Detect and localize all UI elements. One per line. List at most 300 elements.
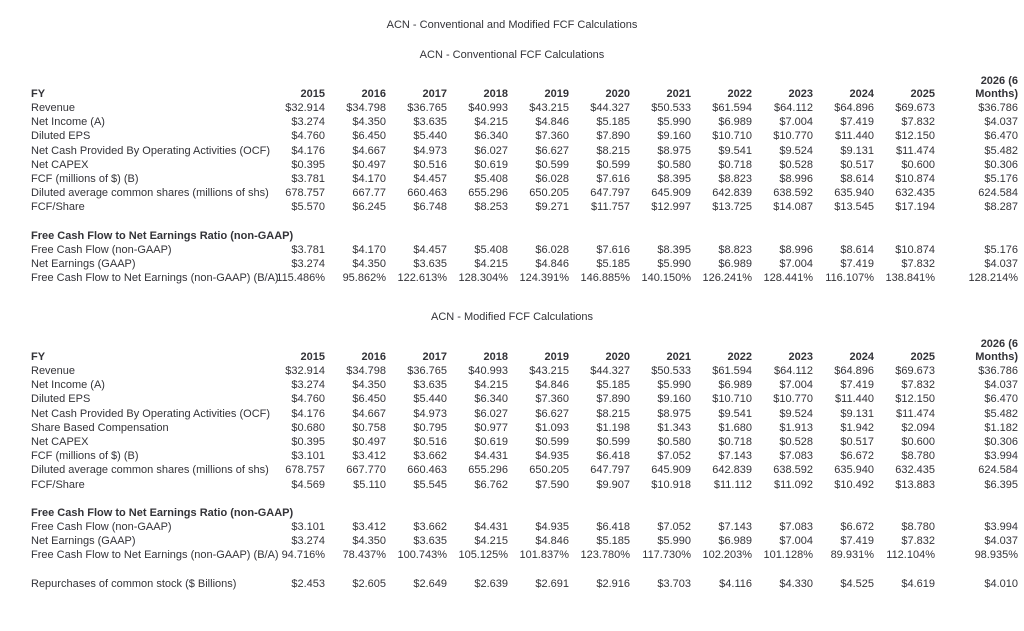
row-label xyxy=(31,492,264,506)
cell-value: $3.101 xyxy=(291,450,325,463)
column-header-year: 2018 xyxy=(483,88,508,100)
cell-value: $1.680 xyxy=(718,421,752,434)
row-label: Net CAPEX xyxy=(31,158,89,171)
spacer-row xyxy=(31,563,1018,577)
cell-value: $6.027 xyxy=(474,407,508,420)
table-row xyxy=(31,392,1018,406)
cell-value: 642.839 xyxy=(712,464,752,477)
cell-value: $1.343 xyxy=(657,421,691,434)
column-header-year: 2024 xyxy=(849,351,874,363)
row-label xyxy=(31,563,264,577)
column-header-year: 2020 xyxy=(605,88,630,100)
cell-value: 117.730% xyxy=(642,549,691,562)
cell-value: $4.350 xyxy=(352,116,386,129)
cell-value: $3.635 xyxy=(413,535,447,548)
cell-value: $7.832 xyxy=(901,116,935,129)
cell-value: $13.545 xyxy=(834,201,874,214)
cell-value: $6.762 xyxy=(474,478,508,491)
cell-value: $0.306 xyxy=(984,158,1018,171)
cell-value: $10.874 xyxy=(895,172,935,185)
cell-value: $6.627 xyxy=(535,407,569,420)
cell-value: $6.470 xyxy=(984,393,1018,406)
cell-value: $3.274 xyxy=(291,379,325,392)
column-header-year: 2025 xyxy=(910,88,935,100)
cell-value: $4.431 xyxy=(474,521,508,534)
cell-value: $6.418 xyxy=(596,521,630,534)
cell-value: $8.823 xyxy=(718,172,752,185)
row-label: FCF (millions of $) (B) xyxy=(31,450,139,463)
cell-value: $10.492 xyxy=(834,478,874,491)
cell-value: $7.360 xyxy=(535,130,569,143)
cell-value: 667.77 xyxy=(352,187,386,200)
cell-value: $3.635 xyxy=(413,116,447,129)
cell-value: $7.616 xyxy=(596,243,630,256)
column-header-year: 2015 xyxy=(300,351,325,363)
row-label: Free Cash Flow (non-GAAP) xyxy=(31,243,172,256)
table-row xyxy=(31,101,1018,115)
cell-value: 645.909 xyxy=(651,464,691,477)
cell-value: 140.150% xyxy=(641,272,691,285)
row-label: Share Based Compensation xyxy=(31,421,169,434)
cell-value: $8.395 xyxy=(657,172,691,185)
cell-value: 126.241% xyxy=(702,272,752,285)
cell-value: 647.797 xyxy=(590,187,630,200)
column-header-year: 2019 xyxy=(544,351,569,363)
cell-value: $40.993 xyxy=(468,365,508,377)
row-label: Revenue xyxy=(31,102,76,114)
cell-value: $0.306 xyxy=(984,435,1018,448)
cell-value: $5.185 xyxy=(596,116,630,129)
row-label: Repurchases of common stock ($ Billions) xyxy=(31,577,237,590)
cell-value: $5.990 xyxy=(657,379,691,392)
cell-value: $7.004 xyxy=(779,116,813,129)
cell-value: $3.703 xyxy=(657,577,691,590)
cell-value: $11.092 xyxy=(774,478,813,491)
cell-value: 632.435 xyxy=(895,464,935,477)
row-label: Net Income (A) xyxy=(31,379,105,392)
cell-value: 78.437% xyxy=(342,549,386,562)
cell-value: $8.395 xyxy=(657,243,691,256)
table-header-row xyxy=(31,75,1018,101)
cell-value: $2.691 xyxy=(535,577,569,590)
cell-value: $4.037 xyxy=(984,535,1018,548)
cell-value: $10.770 xyxy=(773,130,813,143)
cell-value: 123.780% xyxy=(580,549,630,562)
cell-value: $8.253 xyxy=(474,201,508,214)
cell-value: $4.569 xyxy=(291,478,325,491)
cell-value: 678.757 xyxy=(285,464,325,477)
column-header-fy: FY xyxy=(31,351,46,363)
cell-value: $7.143 xyxy=(718,521,752,534)
cell-value: $64.112 xyxy=(774,102,813,114)
cell-value: $8.996 xyxy=(779,172,813,185)
cell-value: $7.419 xyxy=(840,379,874,392)
cell-value: $13.883 xyxy=(895,478,935,491)
cell-value: 655.296 xyxy=(468,187,508,200)
cell-value: $5.408 xyxy=(474,243,508,256)
modified-fcf-table xyxy=(31,338,1018,591)
cell-value: $5.990 xyxy=(657,535,691,548)
cell-value: $0.680 xyxy=(291,421,325,434)
cell-value: $69.673 xyxy=(895,102,935,114)
cell-value: $3.662 xyxy=(413,450,447,463)
cell-value: 660.463 xyxy=(407,187,447,200)
cell-value: $8.215 xyxy=(596,144,630,157)
cell-value: 89.931% xyxy=(830,549,874,562)
cell-value: $1.093 xyxy=(535,421,569,434)
cell-value: 128.214% xyxy=(968,272,1018,285)
cell-value: $61.594 xyxy=(712,365,752,377)
cell-value: $4.846 xyxy=(535,379,569,392)
cell-value: $6.989 xyxy=(718,535,752,548)
cell-value: $4.350 xyxy=(352,258,386,271)
table-row xyxy=(31,144,1018,158)
cell-value: $34.798 xyxy=(346,365,386,377)
cell-value: $4.350 xyxy=(352,535,386,548)
cell-value: $2.639 xyxy=(474,577,508,590)
cell-value: $5.185 xyxy=(596,379,630,392)
column-header-year: 2022 xyxy=(727,351,752,363)
cell-value: $4.935 xyxy=(535,521,569,534)
column-header-year: 2025 xyxy=(910,351,935,363)
cell-value: $5.990 xyxy=(657,116,691,129)
cell-value: $5.570 xyxy=(291,201,325,214)
cell-value: $6.027 xyxy=(474,144,508,157)
cell-value: 635.940 xyxy=(834,187,874,200)
row-label: Net Earnings (GAAP) xyxy=(31,535,136,548)
cell-value: $4.667 xyxy=(352,144,386,157)
row-label: Free Cash Flow to Net Earnings Ratio (non-GAAP) xyxy=(31,506,294,519)
cell-value: 632.435 xyxy=(895,187,935,200)
cell-value: $4.973 xyxy=(413,407,447,420)
cell-value: $9.131 xyxy=(840,144,874,157)
cell-value: 101.837% xyxy=(519,549,569,562)
cell-value: $11.757 xyxy=(591,201,630,214)
cell-value: $5.110 xyxy=(353,478,386,491)
cell-value: 122.613% xyxy=(397,272,447,285)
cell-value: 146.885% xyxy=(580,272,630,285)
section-header-row xyxy=(31,229,1018,243)
row-label: Revenue xyxy=(31,365,76,377)
column-header-year xyxy=(935,75,1018,101)
cell-value: 650.205 xyxy=(529,464,569,477)
cell-value: $0.599 xyxy=(535,435,569,448)
cell-value: $6.989 xyxy=(718,116,752,129)
cell-value: $8.215 xyxy=(596,407,630,420)
cell-value: $7.004 xyxy=(779,535,813,548)
cell-value: $3.274 xyxy=(291,116,325,129)
cell-value: $7.832 xyxy=(901,379,935,392)
cell-value: $4.010 xyxy=(984,577,1018,590)
page-title: ACN - Conventional and Modified FCF Calculations xyxy=(386,19,638,31)
cell-value: $11.474 xyxy=(896,407,935,420)
cell-value: 128.441% xyxy=(763,272,813,285)
row-label: Free Cash Flow to Net Earnings Ratio (non-GAAP) xyxy=(31,229,294,242)
table-row xyxy=(31,407,1018,421)
column-header-year: 2017 xyxy=(422,88,447,100)
cell-value: 112.104% xyxy=(886,549,935,562)
row-label: Free Cash Flow (non-GAAP) xyxy=(31,521,172,534)
cell-value: $3.101 xyxy=(291,521,325,534)
cell-value: $0.497 xyxy=(352,435,386,448)
row-label: Diluted average common shares (millions of shs) xyxy=(31,464,269,477)
cell-value: $9.541 xyxy=(718,144,752,157)
cell-value: $3.781 xyxy=(291,172,325,185)
cell-value: 624.584 xyxy=(978,187,1018,200)
table-row xyxy=(31,577,1018,591)
cell-value: $0.758 xyxy=(352,421,386,434)
cell-value: $0.600 xyxy=(901,158,935,171)
cell-value: $44.327 xyxy=(590,102,630,114)
cell-value: 94.716% xyxy=(281,549,325,562)
cell-value: $9.524 xyxy=(779,144,813,157)
cell-value: $4.350 xyxy=(352,379,386,392)
cell-value: $36.765 xyxy=(407,365,447,377)
row-label: Net Earnings (GAAP) xyxy=(31,258,136,271)
row-label: FCF (millions of $) (B) xyxy=(31,172,139,185)
cell-value: $5.408 xyxy=(474,172,508,185)
column-header-year: 2021 xyxy=(666,351,691,363)
row-label: Net Cash Provided By Operating Activities (OCF) xyxy=(31,407,271,420)
cell-value: $9.271 xyxy=(535,201,569,214)
cell-value: 638.592 xyxy=(773,187,813,200)
column-header-year: 2021 xyxy=(666,88,691,100)
column-header-year: 2023 xyxy=(788,351,813,363)
cell-value: 105.125% xyxy=(458,549,508,562)
cell-value: $17.194 xyxy=(895,201,935,214)
cell-value: $8.614 xyxy=(840,172,874,185)
cell-value: 678.757 xyxy=(285,187,325,200)
cell-value: $4.037 xyxy=(984,116,1018,129)
cell-value: 115.486% xyxy=(276,272,325,285)
cell-value: $36.786 xyxy=(978,102,1018,114)
column-header-year: 2020 xyxy=(605,351,630,363)
cell-value: $10.874 xyxy=(895,243,935,256)
cell-value: $6.340 xyxy=(474,130,508,143)
cell-value: $9.131 xyxy=(840,407,874,420)
cell-value: $7.083 xyxy=(779,521,813,534)
cell-value: $0.977 xyxy=(474,421,508,434)
cell-value: 638.592 xyxy=(773,464,813,477)
column-header-year: 2017 xyxy=(422,351,447,363)
cell-value: $64.896 xyxy=(834,102,874,114)
cell-value: $0.395 xyxy=(291,158,325,171)
cell-value: $8.287 xyxy=(984,201,1018,214)
cell-value: $9.160 xyxy=(657,393,691,406)
cell-value: 635.940 xyxy=(834,464,874,477)
cell-value: $8.780 xyxy=(901,450,935,463)
cell-value: $4.037 xyxy=(984,258,1018,271)
cell-value: $13.725 xyxy=(712,201,752,214)
table-row xyxy=(31,172,1018,186)
cell-value: $7.083 xyxy=(779,450,813,463)
row-label xyxy=(31,215,264,229)
cell-value: $0.528 xyxy=(779,158,813,171)
cell-value: 102.203% xyxy=(702,549,752,562)
cell-value: $5.440 xyxy=(413,130,447,143)
table-row xyxy=(31,378,1018,392)
table-header-row xyxy=(31,338,1018,364)
cell-value: $4.846 xyxy=(535,258,569,271)
cell-value: $11.474 xyxy=(896,144,935,157)
cell-value: $4.667 xyxy=(352,407,386,420)
table-row xyxy=(31,257,1018,271)
cell-value: 647.797 xyxy=(590,464,630,477)
cell-value: $7.890 xyxy=(596,130,630,143)
cell-value: $6.672 xyxy=(840,450,874,463)
cell-value: $5.545 xyxy=(413,478,447,491)
cell-value: $0.599 xyxy=(596,435,630,448)
cell-value: $4.215 xyxy=(474,535,508,548)
column-header-fy: FY xyxy=(31,88,46,100)
cell-value: $1.913 xyxy=(779,421,813,434)
row-label: Net Income (A) xyxy=(31,116,105,129)
cell-value: $34.798 xyxy=(346,102,386,114)
cell-value: $7.616 xyxy=(596,172,630,185)
cell-value: 660.463 xyxy=(407,464,447,477)
cell-value: $0.497 xyxy=(352,158,386,171)
cell-value: $40.993 xyxy=(468,102,508,114)
table-row xyxy=(31,243,1018,257)
cell-value: $2.649 xyxy=(413,577,447,590)
cell-value: $4.619 xyxy=(901,577,935,590)
cell-value: $3.635 xyxy=(413,379,447,392)
cell-value: 645.909 xyxy=(651,187,691,200)
column-header-year: 2015 xyxy=(300,88,325,100)
cell-value: $0.600 xyxy=(901,435,935,448)
cell-value: $7.832 xyxy=(901,258,935,271)
cell-value: $64.896 xyxy=(834,365,874,377)
cell-value: $5.185 xyxy=(596,535,630,548)
table-row xyxy=(31,520,1018,534)
cell-value: $5.176 xyxy=(984,243,1018,256)
cell-value: $4.176 xyxy=(291,144,325,157)
cell-value: 642.839 xyxy=(712,187,752,200)
cell-value: $4.330 xyxy=(779,577,813,590)
cell-value: $44.327 xyxy=(590,365,630,377)
cell-value: $0.580 xyxy=(657,158,691,171)
cell-value: $5.482 xyxy=(984,144,1018,157)
table-row xyxy=(31,115,1018,129)
table-row xyxy=(31,200,1018,214)
cell-value: $4.935 xyxy=(535,450,569,463)
cell-value: 100.743% xyxy=(397,549,447,562)
cell-value: $6.450 xyxy=(352,393,386,406)
cell-value: $3.662 xyxy=(413,521,447,534)
cell-value: $2.094 xyxy=(901,421,935,434)
cell-value: $43.215 xyxy=(529,102,569,114)
cell-value: $0.718 xyxy=(718,435,752,448)
table-row xyxy=(31,548,1018,562)
cell-value: $4.170 xyxy=(352,172,386,185)
cell-value: $7.890 xyxy=(596,393,630,406)
cell-value: $7.143 xyxy=(718,450,752,463)
cell-value: $61.594 xyxy=(712,102,752,114)
cell-value: $4.170 xyxy=(352,243,386,256)
cell-value: $4.431 xyxy=(474,450,508,463)
cell-value: $7.419 xyxy=(840,535,874,548)
cell-value: 624.584 xyxy=(978,464,1018,477)
column-header-year: 2016 xyxy=(361,88,386,100)
cell-value: $1.942 xyxy=(840,421,874,434)
cell-value: $7.052 xyxy=(657,521,691,534)
cell-value: $11.440 xyxy=(835,393,874,406)
cell-value: $2.453 xyxy=(291,577,325,590)
cell-value: $6.672 xyxy=(840,521,874,534)
cell-value: 95.862% xyxy=(342,272,386,285)
cell-value: $12.150 xyxy=(895,393,935,406)
cell-value: $0.599 xyxy=(535,158,569,171)
cell-value: 116.107% xyxy=(825,272,874,285)
cell-value: $8.780 xyxy=(901,521,935,534)
cell-value: $69.673 xyxy=(895,365,935,377)
cell-value: $3.274 xyxy=(291,258,325,271)
cell-value: $0.517 xyxy=(840,435,874,448)
cell-value: $12.150 xyxy=(895,130,935,143)
cell-value: $4.760 xyxy=(291,130,325,143)
cell-value: $4.176 xyxy=(291,407,325,420)
cell-value: $8.975 xyxy=(657,144,691,157)
cell-value: $0.619 xyxy=(474,158,508,171)
table-row xyxy=(31,534,1018,548)
cell-value: $10.710 xyxy=(712,130,752,143)
column-header-year: 2016 xyxy=(361,351,386,363)
cell-value: $6.989 xyxy=(718,258,752,271)
cell-value: $3.994 xyxy=(984,521,1018,534)
cell-value: $14.087 xyxy=(773,201,813,214)
cell-value: $7.419 xyxy=(840,116,874,129)
cell-value: $36.786 xyxy=(978,365,1018,377)
cell-value: $3.994 xyxy=(984,450,1018,463)
cell-value: $0.517 xyxy=(840,158,874,171)
cell-value: $5.176 xyxy=(984,172,1018,185)
cell-value: $0.619 xyxy=(474,435,508,448)
cell-value: $4.846 xyxy=(535,116,569,129)
row-label: Free Cash Flow to Net Earnings (non-GAAP) (B/A) xyxy=(31,549,279,562)
cell-value: $5.185 xyxy=(596,258,630,271)
cell-value: $3.781 xyxy=(291,243,325,256)
table-row xyxy=(31,364,1018,378)
modified-table-title: ACN - Modified FCF Calculations xyxy=(431,311,593,323)
cell-value: 650.205 xyxy=(529,187,569,200)
conventional-table-title: ACN - Conventional FCF Calculations xyxy=(419,49,605,61)
cell-value: $32.914 xyxy=(285,102,325,114)
cell-value: $1.198 xyxy=(596,421,630,434)
row-label: Net CAPEX xyxy=(31,435,89,448)
cell-value: $36.765 xyxy=(407,102,447,114)
cell-value: $4.215 xyxy=(474,258,508,271)
cell-value: $3.635 xyxy=(413,258,447,271)
column-header-year: 2023 xyxy=(788,88,813,100)
cell-value: $32.914 xyxy=(285,365,325,377)
cell-value: $10.770 xyxy=(773,393,813,406)
table-row xyxy=(31,271,1018,285)
cell-value: $8.823 xyxy=(718,243,752,256)
row-label: Diluted EPS xyxy=(31,393,91,406)
cell-value: $11.440 xyxy=(835,130,874,143)
spacer-row xyxy=(31,215,1018,229)
cell-value: 655.296 xyxy=(468,464,508,477)
cell-value: $4.116 xyxy=(719,577,752,590)
conventional-fcf-table xyxy=(31,75,1018,285)
row-label: Diluted average common shares (millions of shs) xyxy=(31,187,269,200)
cell-value: $7.590 xyxy=(535,478,569,491)
cell-value: $64.112 xyxy=(774,365,813,377)
column-header-year-partial: 2026 (6 Months) xyxy=(975,75,1018,100)
cell-value: $6.340 xyxy=(474,393,508,406)
cell-value: $4.457 xyxy=(413,243,447,256)
cell-value: $4.215 xyxy=(474,379,508,392)
